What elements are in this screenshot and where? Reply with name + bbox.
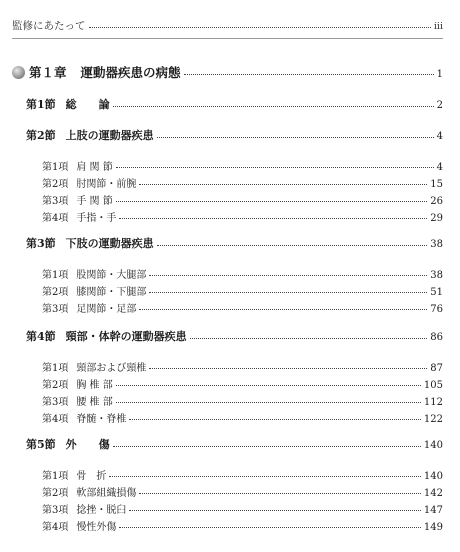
dot-leader	[116, 201, 428, 202]
toc-item-row[interactable]	[42, 300, 443, 315]
toc-item-row[interactable]	[42, 175, 443, 190]
item-title: 頸部および頸椎	[76, 363, 147, 374]
dot-leader	[129, 510, 421, 511]
item-number: 第1項	[42, 270, 69, 281]
item-title: 膝関節・下腿部	[76, 287, 147, 298]
item-page: 149	[423, 522, 443, 533]
chapter-title: 運動器疾患の病態	[80, 65, 181, 80]
item-title: 慢性外傷	[76, 522, 117, 533]
item-number: 第1項	[42, 471, 69, 482]
item-title: 捻挫・脱臼	[76, 505, 127, 516]
toc-item-row[interactable]	[42, 266, 443, 281]
item-page: 112	[423, 397, 443, 408]
item-page: 4	[436, 162, 443, 173]
item-number: 第2項	[42, 488, 69, 499]
item-title: 腰 椎 部	[76, 397, 113, 408]
section-page: 2	[436, 100, 443, 111]
item-page: 147	[423, 505, 443, 516]
toc-section-row[interactable]	[26, 436, 443, 452]
section-page: 38	[430, 239, 443, 250]
dot-leader	[89, 27, 431, 28]
item-number: 第1項	[42, 162, 69, 173]
item-page: 142	[423, 488, 443, 499]
section-title: 総 論	[65, 98, 110, 111]
section-number: 第2節	[26, 129, 56, 142]
dot-leader	[119, 218, 427, 219]
toc-item-row[interactable]	[42, 393, 443, 408]
item-title: 胸 椎 部	[76, 380, 113, 391]
toc-item-row[interactable]	[42, 376, 443, 391]
toc-item-row[interactable]	[42, 283, 443, 298]
item-title: 肘関節・前腕	[76, 179, 137, 190]
toc-item-row[interactable]	[42, 158, 443, 173]
dot-leader	[139, 309, 427, 310]
toc-section-row[interactable]	[26, 96, 443, 112]
toc-item-row[interactable]	[42, 467, 443, 482]
item-number: 第4項	[42, 522, 69, 533]
dot-leader	[119, 527, 421, 528]
section-number: 第5節	[26, 438, 56, 451]
item-page: 105	[423, 380, 443, 391]
item-number: 第3項	[42, 196, 69, 207]
section-page: 140	[423, 440, 443, 451]
dot-leader	[113, 106, 434, 107]
item-number: 第3項	[42, 397, 69, 408]
dot-leader	[139, 493, 421, 494]
chapter-bullet-icon	[12, 66, 25, 79]
chapter-label	[12, 63, 181, 81]
section-number: 第4節	[26, 330, 56, 343]
item-number: 第3項	[42, 505, 69, 516]
item-page: 15	[430, 179, 443, 190]
toc-item-row[interactable]	[42, 484, 443, 499]
item-title: 手指・手	[76, 213, 117, 224]
item-title: 手 関 節	[76, 196, 113, 207]
item-page: 122	[423, 414, 443, 425]
item-number: 第4項	[42, 213, 69, 224]
dot-leader	[149, 368, 427, 369]
toc-item-row[interactable]	[42, 501, 443, 516]
toc-section-row[interactable]	[26, 328, 443, 344]
item-title: 足関節・足部	[76, 304, 137, 315]
dot-leader	[116, 402, 421, 403]
item-page: 87	[430, 363, 443, 374]
item-title: 肩 関 節	[76, 162, 113, 173]
toc-item-row[interactable]	[42, 209, 443, 224]
dot-leader	[116, 167, 434, 168]
dot-leader	[184, 74, 434, 75]
item-number: 第4項	[42, 414, 69, 425]
item-title: 軟部組織損傷	[76, 488, 137, 499]
divider	[12, 38, 443, 39]
item-title: 脊髄・脊椎	[76, 414, 127, 425]
dot-leader	[116, 385, 421, 386]
dot-leader	[149, 275, 427, 276]
section-page: 86	[430, 332, 443, 343]
dot-leader	[149, 292, 427, 293]
preface-page: iii	[433, 21, 443, 32]
item-number: 第1項	[42, 363, 69, 374]
dot-leader	[157, 137, 434, 138]
section-page: 4	[436, 131, 443, 142]
chapter-number: 第１章	[29, 65, 67, 80]
section-number: 第1節	[26, 98, 56, 111]
item-title: 股関節・大腿部	[76, 270, 147, 281]
item-number: 第2項	[42, 380, 69, 391]
toc-item-row[interactable]	[42, 410, 443, 425]
toc-chapter-row[interactable]	[12, 63, 443, 81]
dot-leader	[113, 446, 421, 447]
toc-section-row[interactable]	[26, 127, 443, 143]
item-number: 第3項	[42, 304, 69, 315]
toc-item-row[interactable]	[42, 192, 443, 207]
section-title: 上肢の運動器疾患	[65, 129, 154, 142]
item-number: 第2項	[42, 179, 69, 190]
section-title: 頸部・体幹の運動器疾患	[65, 330, 187, 343]
toc-section-row[interactable]	[26, 235, 443, 251]
dot-leader	[129, 419, 421, 420]
item-page: 26	[430, 196, 443, 207]
dot-leader	[139, 184, 427, 185]
chapter-page: 1	[436, 69, 443, 80]
item-page: 38	[430, 270, 443, 281]
dot-leader	[190, 338, 428, 339]
toc-preface-row[interactable]	[12, 18, 443, 33]
item-page: 29	[430, 213, 443, 224]
preface-title: 監修にあたって	[12, 20, 86, 32]
dot-leader	[157, 245, 428, 246]
item-title: 骨 折	[76, 471, 107, 482]
dot-leader	[109, 476, 421, 477]
item-page: 76	[430, 304, 443, 315]
section-number: 第3節	[26, 237, 56, 250]
item-page: 51	[430, 287, 443, 298]
toc-item-row[interactable]	[42, 518, 443, 533]
item-number: 第2項	[42, 287, 69, 298]
item-page: 140	[423, 471, 443, 482]
toc-item-row[interactable]	[42, 359, 443, 374]
section-title: 外 傷	[65, 438, 110, 451]
section-title: 下肢の運動器疾患	[65, 237, 154, 250]
